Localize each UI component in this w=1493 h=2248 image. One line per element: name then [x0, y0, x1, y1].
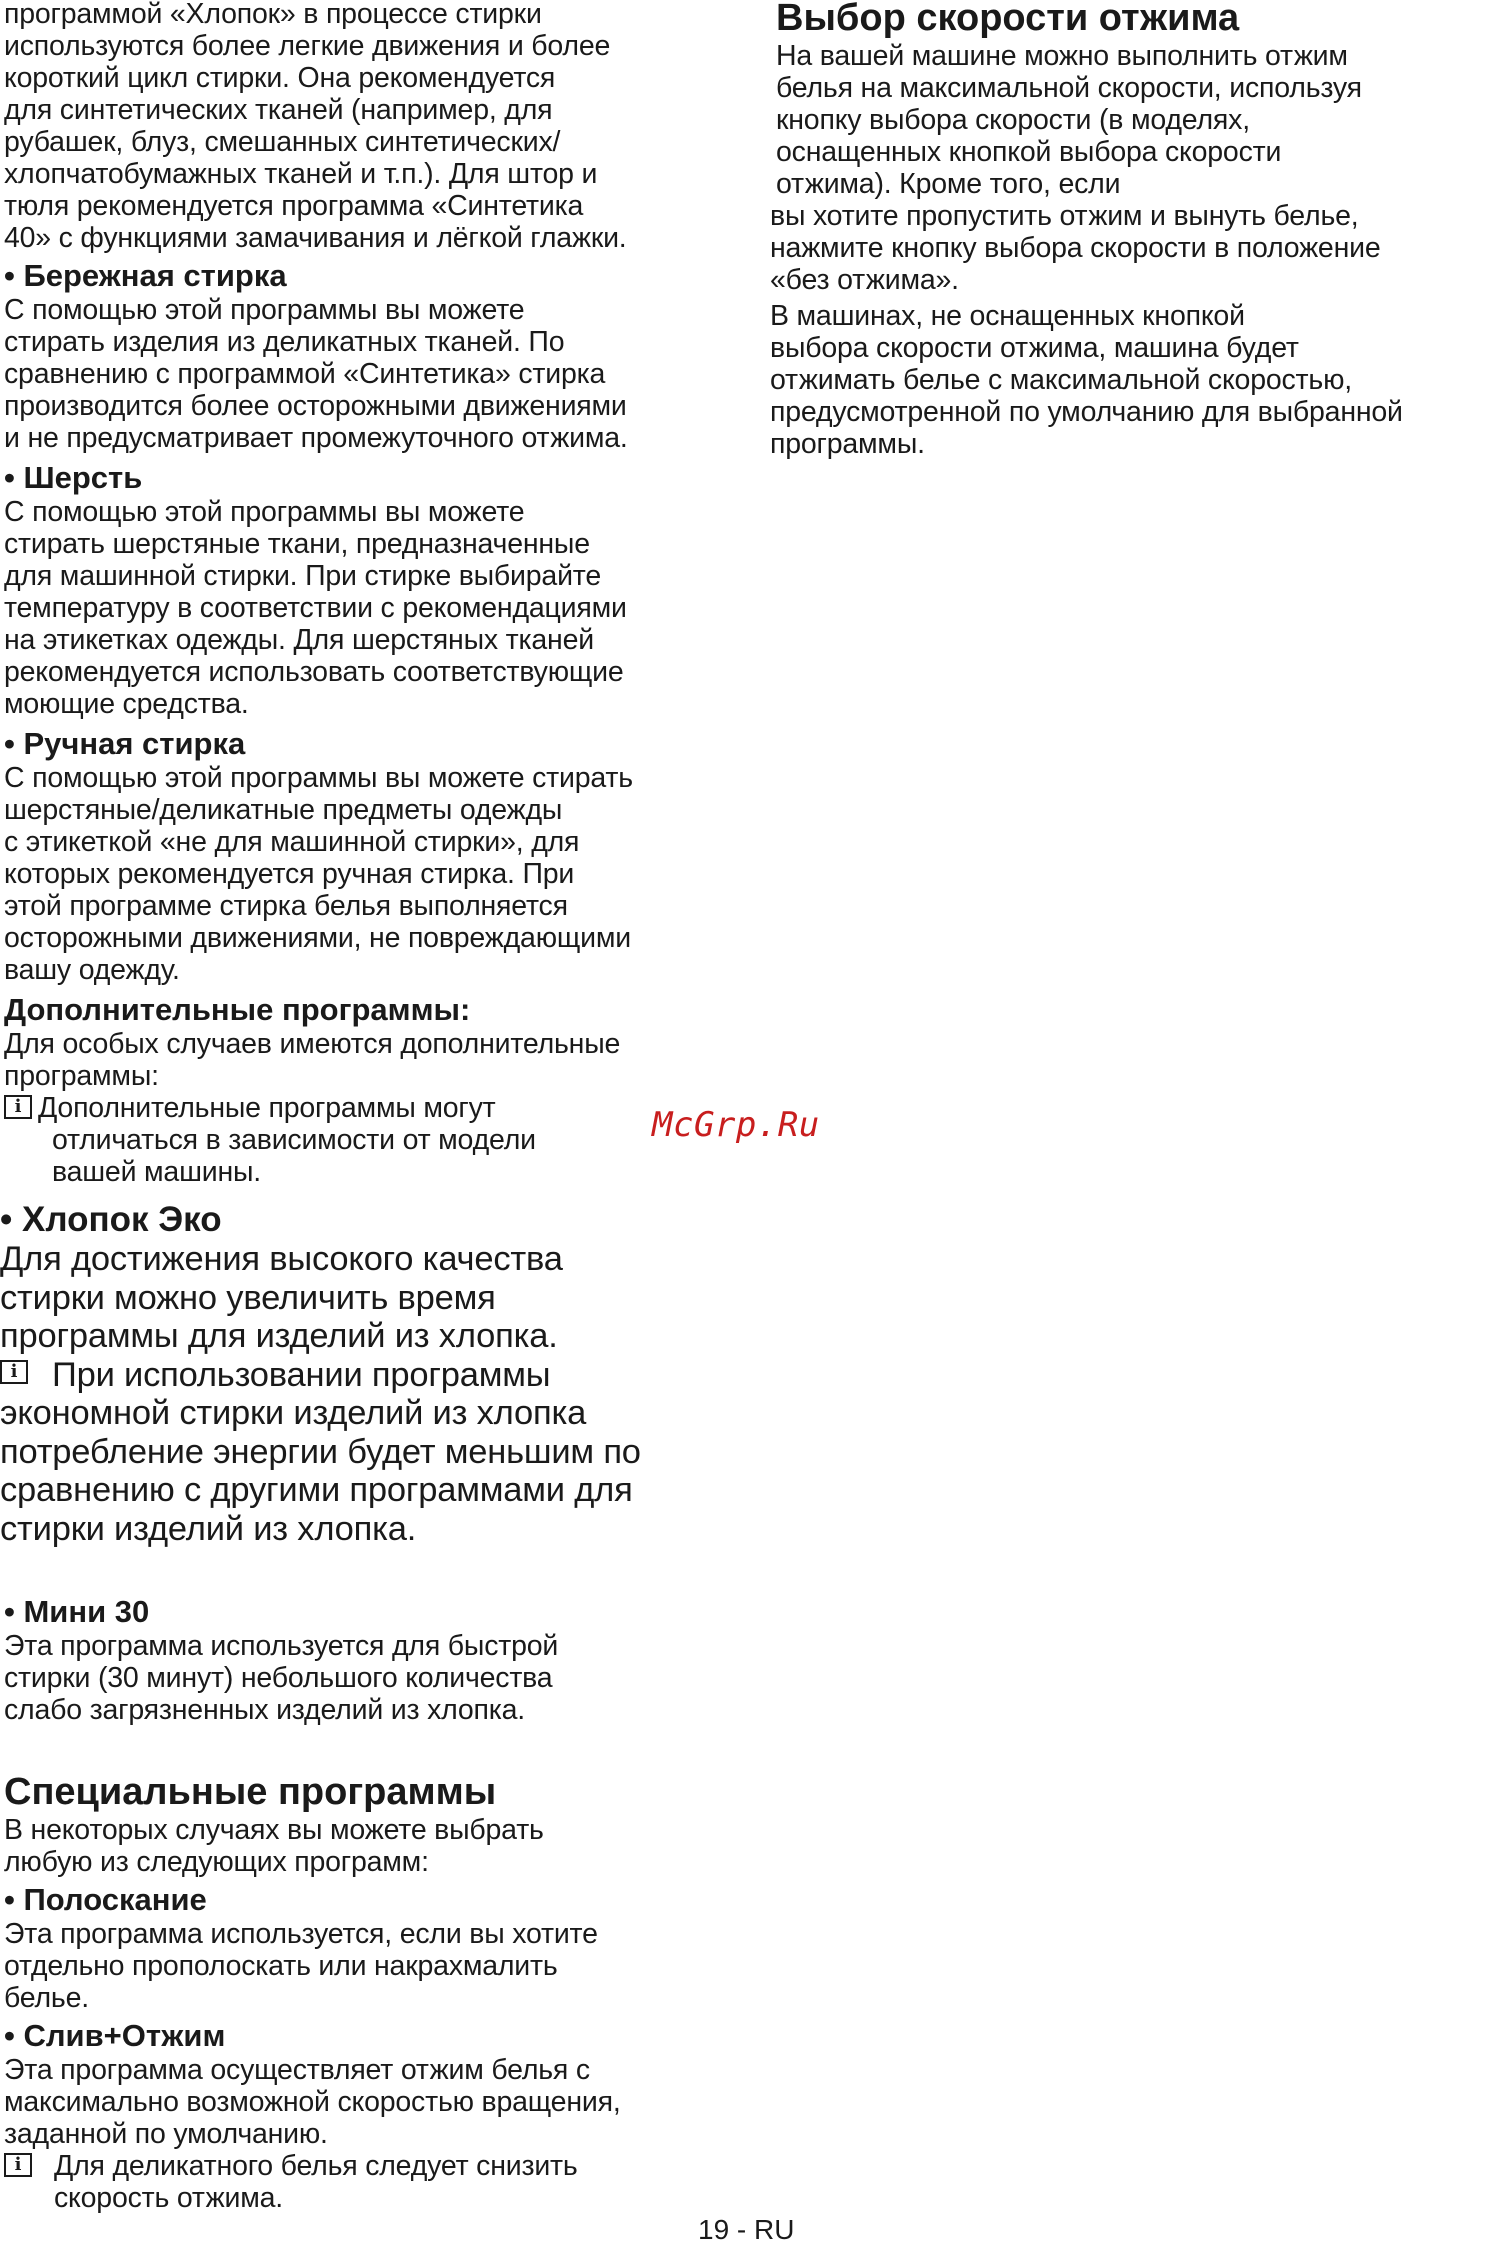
section-heading: • Слив+Отжим [4, 2018, 226, 2053]
text-line: Эта программа используется для быстрой [4, 1630, 559, 1662]
text-line: Эта программа используется, если вы хотите [4, 1918, 598, 1950]
info-icon: i [0, 1360, 28, 1384]
text-line: С помощью этой программы вы можете [4, 294, 525, 326]
section-mini30 [4, 1594, 558, 1726]
text-line: этой программе стирка белья выполняется [4, 890, 568, 922]
text-line: любую из следующих программ: [4, 1846, 429, 1878]
text-line: рекомендуется использовать соответствующие [4, 656, 624, 688]
text-line: оснащенных кнопкой выбора скорости [776, 136, 1282, 168]
text-line: Для деликатного белья следует снизить [54, 2150, 578, 2182]
text-line: отдельно прополоскать или накрахмалить [4, 1950, 558, 1982]
text-line: экономной стирки изделий из хлопка [0, 1394, 587, 1432]
text-line: «без отжима». [770, 264, 959, 296]
section-heading: Выбор скорости отжима [776, 0, 1240, 39]
text-line: отличаться в зависимости от модели [52, 1124, 536, 1156]
text-line: производится более осторожными движениями [4, 390, 627, 422]
info-note [0, 1356, 641, 1395]
text-line: используются более легкие движения и более [4, 30, 611, 62]
text-line: на этикетках одежды. Для шерстяных тканей [4, 624, 594, 656]
section-heading: Дополнительные программы: [4, 992, 471, 1027]
text-line: программы. [770, 428, 925, 460]
section-delicate [4, 258, 628, 454]
info-icon: i [4, 1095, 32, 1119]
text-line: С помощью этой программы вы можете [4, 496, 525, 528]
section-cotton-eco [0, 1200, 641, 1548]
text-line: моющие средства. [4, 688, 249, 720]
intro-paragraph [4, 0, 627, 254]
section-additional [4, 992, 620, 1188]
text-line: сравнению с другими программами для [0, 1471, 633, 1509]
text-line: выбора скорости отжима, машина будет [770, 332, 1299, 364]
text-line: В машинах, не оснащенных кнопкой [770, 300, 1245, 332]
text-line: При использовании программы [52, 1355, 551, 1394]
text-line: вы хотите пропустить отжим и вынуть белье, [770, 200, 1359, 232]
section-heading: • Полоскание [4, 1882, 207, 1917]
text-line: нажмите кнопку выбора скорости в положение [770, 232, 1381, 264]
info-note [4, 1092, 620, 1188]
info-icon: i [4, 2153, 32, 2177]
text-line: В некоторых случаях вы можете выбрать [4, 1814, 544, 1846]
text-line: хлопчатобумажных тканей и т.п.). Для штор и [4, 158, 598, 190]
text-line: программой «Хлопок» в процессе стирки [4, 0, 542, 30]
text-line: С помощью этой программы вы можете стирать [4, 762, 633, 794]
section-handwash [4, 726, 633, 986]
section-drain-spin [4, 2018, 621, 2214]
text-line: отжимать белье с максимальной скоростью, [770, 364, 1352, 396]
text-line: осторожными движениями, не повреждающими [4, 922, 631, 954]
section-heading: • Ручная стирка [4, 726, 246, 761]
text-line: которых рекомендуется ручная стирка. При [4, 858, 575, 890]
text-line: рубашек, блуз, смешанных синтетических/ [4, 126, 561, 158]
text-line: для машинной стирки. При стирке выбирайте [4, 560, 601, 592]
spin-paragraph-continued [770, 200, 1381, 296]
text-line: программы: [4, 1060, 159, 1092]
text-line: и не предусматривает промежуточного отжима. [4, 422, 628, 454]
text-line: вашу одежду. [4, 954, 180, 986]
text-line: Для достижения высокого качества [0, 1240, 563, 1278]
text-line: Дополнительные программы могут [38, 1092, 496, 1124]
section-special [4, 1770, 544, 1878]
text-line: стирки изделий из хлопка. [0, 1509, 417, 1548]
section-heading: • Шерсть [4, 460, 143, 495]
text-line: Для особых случаев имеются дополнительные [4, 1028, 621, 1060]
section-heading: Специальные программы [4, 1771, 497, 1813]
section-rinse [4, 1882, 598, 2014]
section-heading: • Мини 30 [4, 1594, 150, 1629]
info-note [4, 2150, 621, 2214]
text-line: Эта программа осуществляет отжим белья с [4, 2054, 590, 2086]
section-spin-speed [776, 0, 1362, 200]
text-line: вашей машины. [52, 1156, 261, 1188]
text-line: для синтетических тканей (например, для [4, 94, 553, 126]
text-line: слабо загрязненных изделий из хлопка. [4, 1694, 526, 1726]
text-line: заданной по умолчанию. [4, 2118, 328, 2150]
text-line: 40» с функциями замачивания и лёгкой глажки. [4, 222, 627, 254]
text-line: стирать шерстяные ткани, предназначенные [4, 528, 590, 560]
text-line: стирки можно увеличить время [0, 1278, 496, 1317]
text-line: короткий цикл стирки. Она рекомендуется [4, 62, 556, 94]
section-wool [4, 460, 627, 720]
text-line: потребление энергии будет меньшим по [0, 1432, 641, 1471]
page-number: 19 - RU [698, 2214, 795, 2245]
text-line: шерстяные/деликатные предметы одежды [4, 794, 563, 826]
spin-paragraph-2 [770, 300, 1403, 460]
text-line: кнопку выбора скорости (в моделях, [776, 104, 1250, 136]
text-line: стирать изделия из деликатных тканей. По [4, 326, 565, 358]
text-line: белья на максимальной скорости, используя [776, 72, 1362, 104]
text-line: программы для изделий из хлопка. [0, 1317, 558, 1355]
section-heading: • Хлопок Эко [0, 1200, 222, 1239]
text-line: температуру в соответствии с рекомендациями [4, 592, 627, 624]
text-line: На вашей машине можно выполнить отжим [776, 40, 1348, 72]
section-heading: • Бережная стирка [4, 258, 287, 293]
text-line: с этикеткой «не для машинной стирки», для [4, 826, 580, 858]
text-line: белье. [4, 1982, 89, 2014]
text-line: стирки (30 минут) небольшого количества [4, 1662, 553, 1694]
text-line: максимально возможной скоростью вращения, [4, 2086, 621, 2118]
text-line: сравнению с программой «Синтетика» стирка [4, 358, 606, 390]
text-line: отжима). Кроме того, если [776, 168, 1121, 200]
text-line: скорость отжима. [54, 2182, 284, 2214]
watermark: McGrp.Ru [652, 1105, 820, 1145]
text-line: предусмотренной по умолчанию для выбранной [770, 396, 1403, 428]
text-line: тюля рекомендуется программа «Синтетика [4, 190, 584, 222]
